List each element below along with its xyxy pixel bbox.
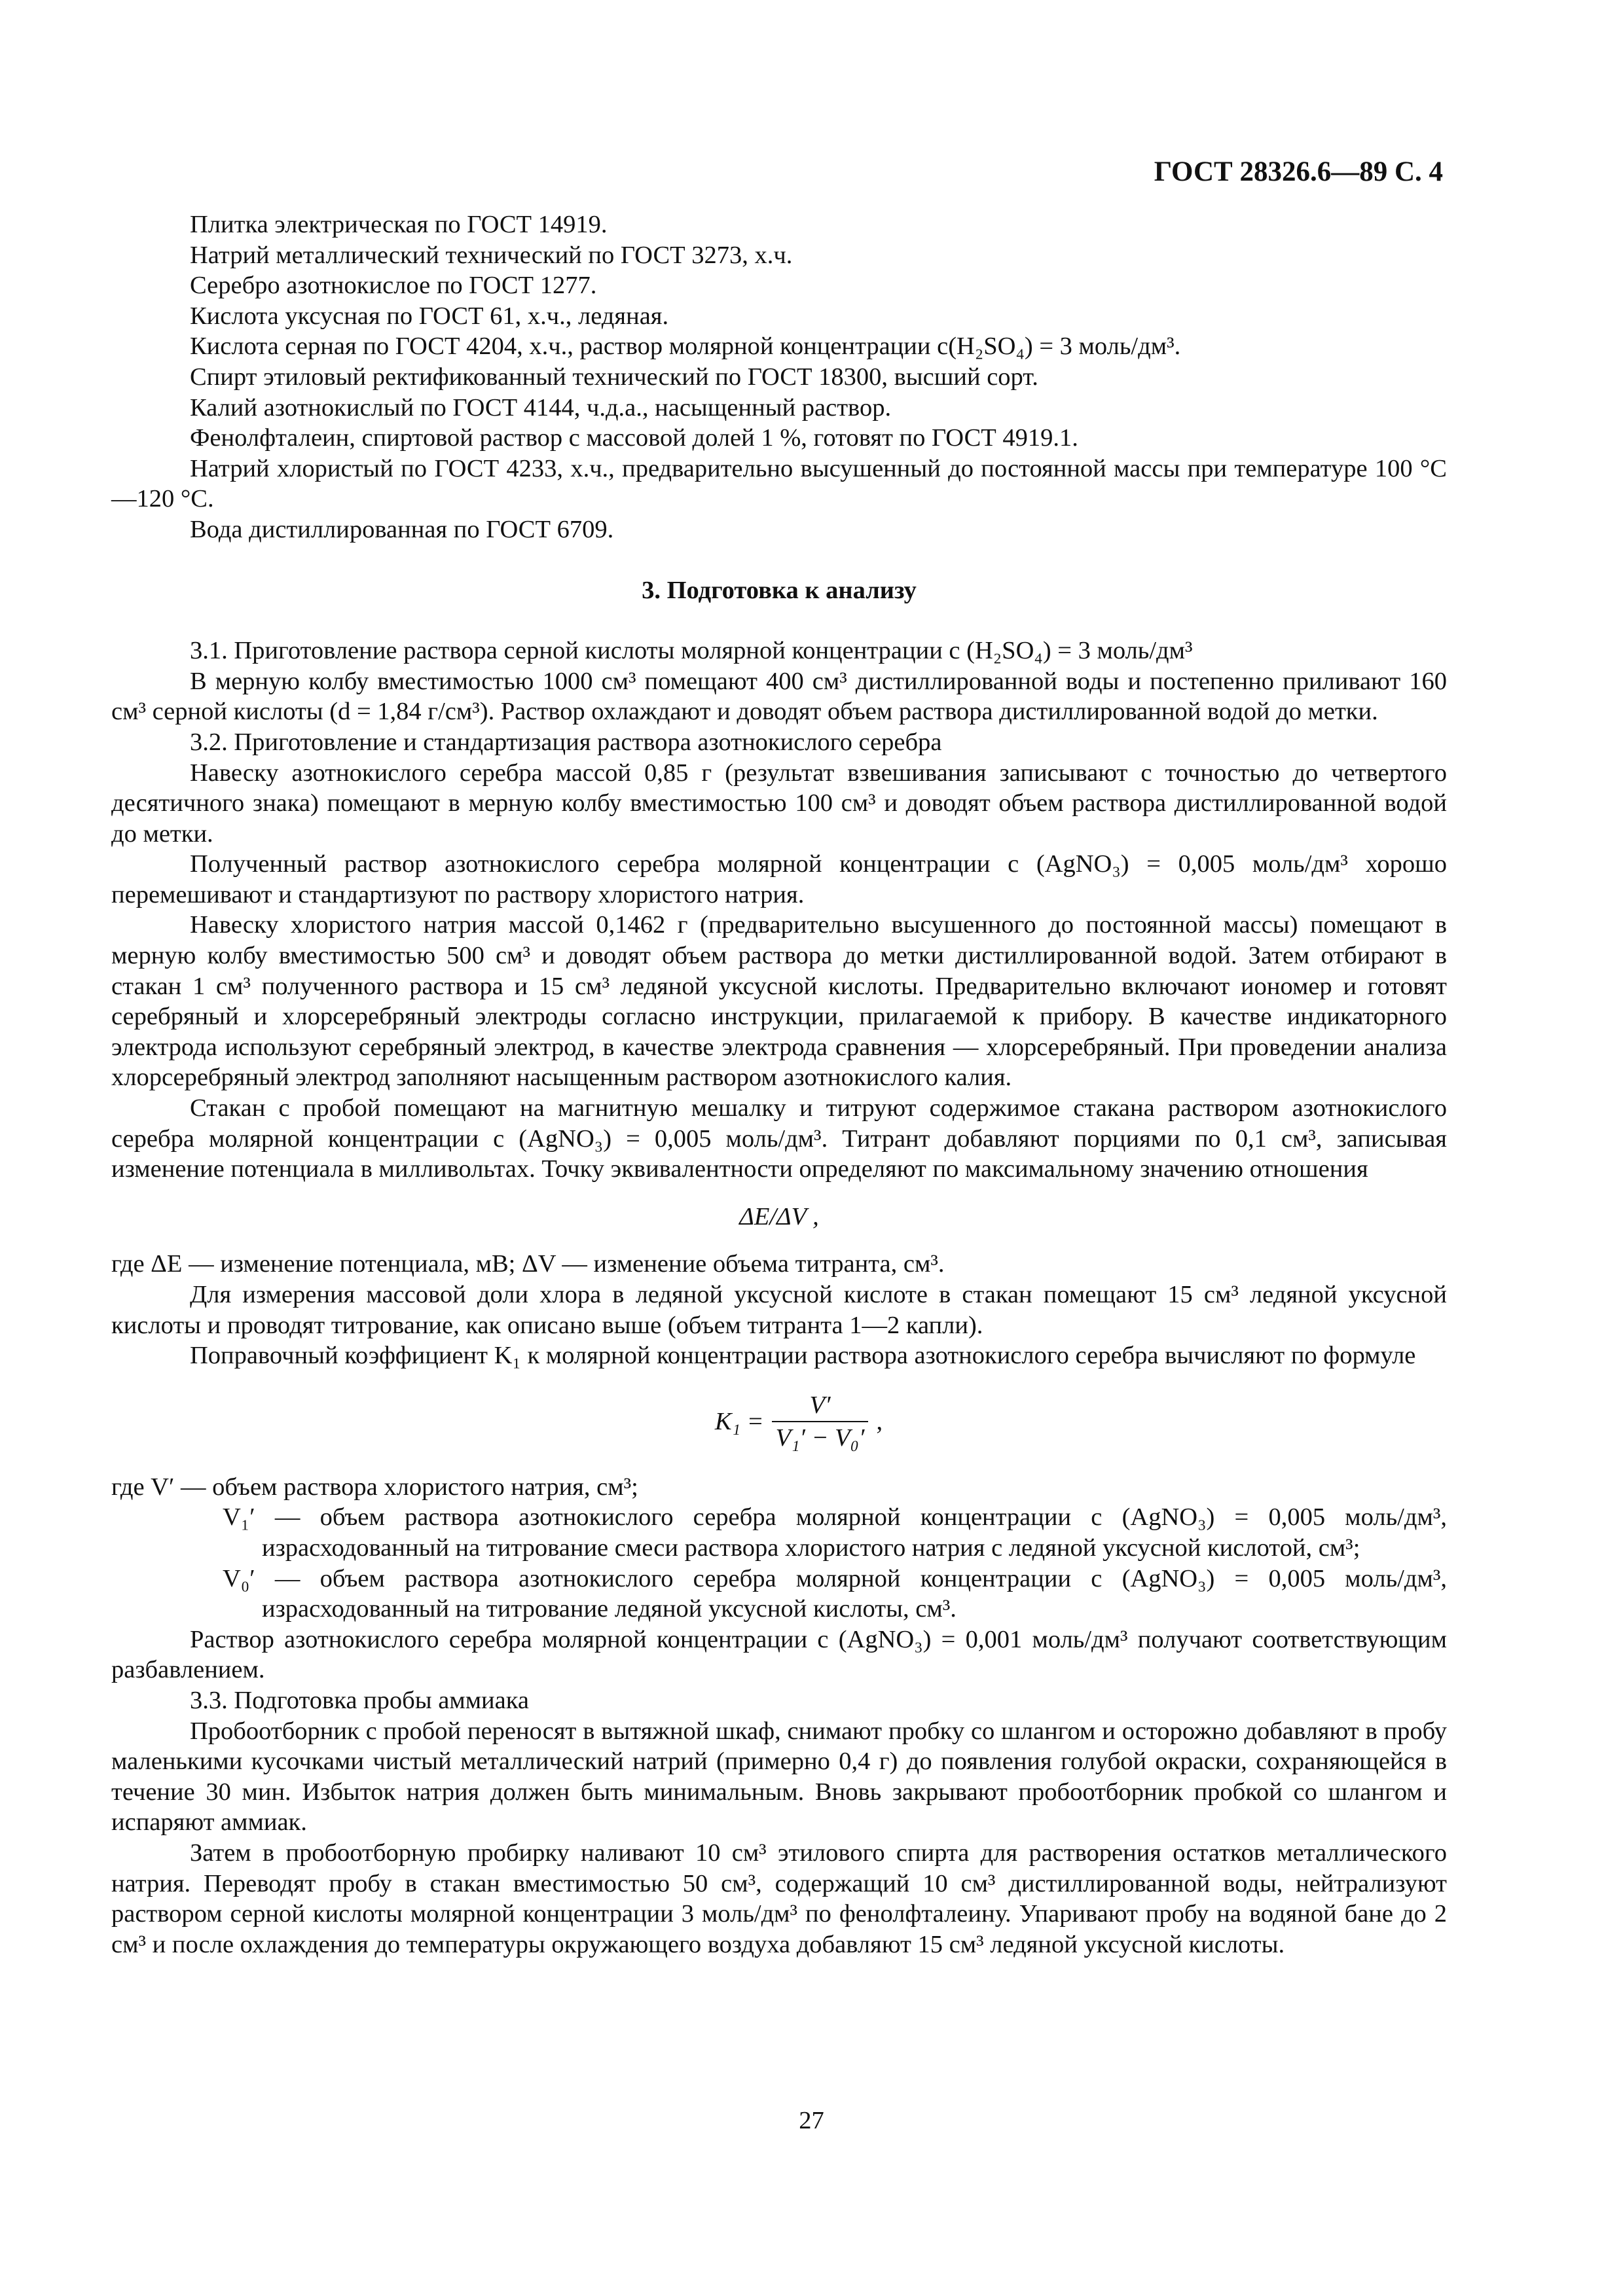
paragraph: В мерную колбу вместимостью 1000 см³ помещают 400 см³ дистиллированной воды и постепенно приливают 160 см³ серной кислоты (d = 1,84 г/см³). Раствор охлаждают и доводят объем раствора дистиллированной водой до метки. — [111, 667, 1447, 726]
paragraph: Полученный раствор азотнокислого серебра молярной концентрации c (AgNO₃) = 0,005 моль/дм³ хорошо перемешивают и стандартизуют по раствору хлористого натрия. — [111, 850, 1447, 908]
where-item: где V′ — объем раствора хлористого натрия, см³; — [111, 1473, 638, 1501]
page-number: 27 — [799, 2107, 824, 2134]
material-item: Натрий металлический технический по ГОСТ 3273, х.ч. — [190, 241, 793, 269]
where-item: V₁′ — объем раствора азотнокислого серебра молярной концентрации c (AgNO₃) = 0,005 моль/дм³, израсходованный на титрование смеси раствора хлористого натрия с ледяной уксусной кислотой, см³; — [223, 1503, 1447, 1562]
paragraph: Навеску азотнокислого серебра массой 0,85 г (результат взвешивания записывают с точностью до четвертого десятичного знака) помещают в мерную колбу вместимостью 100 см³ и доводят объем раствора дистиллированной водой до метки. — [111, 759, 1447, 848]
formula-k1 — [151, 1391, 1447, 1452]
material-item: Плитка электрическая по ГОСТ 14919. — [190, 211, 608, 238]
material-item: Натрий хлористый по ГОСТ 4233, х.ч., предварительно высушенный до постоянной массы при температуре 100 °С—120 °С. — [111, 454, 1447, 513]
paragraph: где ΔE — изменение потенциала, мВ; ΔV — изменение объема титранта, см³. — [111, 1250, 945, 1278]
section-title: 3. Подготовка к анализу — [642, 576, 917, 604]
paragraph: Раствор азотнокислого серебра молярной концентрации c (AgNO₃) = 0,001 моль/дм³ получают соответствующим разбавлением. — [111, 1625, 1447, 1684]
material-item: Кислота серная по ГОСТ 4204, х.ч., раствор молярной концентрации c(H₂SO₄) = 3 моль/дм³. — [190, 332, 1181, 361]
material-item: Фенолфталеин, спиртовой раствор с массовой долей 1 %, готовят по ГОСТ 4919.1. — [190, 424, 1078, 452]
formula-delta-ratio: ΔE/ΔV , — [739, 1202, 819, 1230]
paragraph: Навеску хлористого натрия массой 0,1462 г (предварительно высушенного до постоянной массы) помещают в мерную колбу вместимостью 500 см³ и доводят объем раствора до метки дистиллированной водой. Затем отбирают в стакан 1 см³ полученного раствора и 15 см³ ледяной уксусной кислоты. Предварительно включают иономер и готовят серебряный и хлорсеребряный электроды согласно инструкции, прилагаемой к прибору. В качестве индикаторного электрода используют серебряный электрод, в качестве электрода сравнения — хлорсеребряный. При проведении анализа хлорсеребряный электрод заполняют насыщенным раствором азотнокислого калия. — [111, 911, 1447, 1092]
formula-numerator: V′ — [809, 1391, 831, 1419]
formula-tail: , — [876, 1407, 883, 1435]
page-body — [111, 157, 1447, 1960]
paragraph: Пробоотборник с пробой переносят в вытяжной шкаф, снимают пробку со шлангом и осторожно добавляют в пробу маленькими кусочками чистый металлический натрий (примерно 0,4 г) до появления голубой окраски, сохраняющейся в течение 30 мин. Избыток натрия должен быть минимальным. Вновь закрывают пробоотборник пробкой со шлангом и испаряют аммиак. — [111, 1717, 1447, 1837]
formula-lhs: K₁ = — [714, 1407, 764, 1435]
material-item: Калий азотнокислый по ГОСТ 4144, ч.д.а., насыщенный раствор. — [190, 393, 892, 422]
paragraph: Для измерения массовой доли хлора в ледяной уксусной кислоте в стакан помещают 15 см³ ледяной уксусной кислоты и проводят титрование, как описано выше (объем титранта 1—2 капли). — [111, 1281, 1447, 1339]
document-header: ГОСТ 28326.6—89 С. 4 — [1154, 156, 1443, 187]
material-item: Вода дистиллированная по ГОСТ 6709. — [190, 515, 614, 543]
subsection-title-3-1: 3.1. Приготовление раствора серной кислоты молярной концентрации c (H₂SO₄) = 3 моль/дм³ — [190, 637, 1193, 665]
subsection-title-3-2: 3.2. Приготовление и стандартизация раствора азотнокислого серебра — [190, 728, 942, 756]
formula-denominator: V₁′ − V₀′ — [772, 1421, 869, 1452]
paragraph: Стакан с пробой помещают на магнитную мешалку и титруют содержимое стакана раствором азотнокислого серебра молярной концентрации c (AgNO₃) = 0,005 моль/дм³. Титрант добавляют порциями по 0,1 см³, записывая изменение потенциала в милливольтах. Точку эквивалентности определяют по максимальному значению отношения — [111, 1094, 1447, 1183]
paragraph: Затем в пробоотборную пробирку наливают 10 см³ этилового спирта для растворения остатков металлического натрия. Переводят пробу в стакан вместимостью 50 см³, содержащий 10 см³ дистиллированной воды, нейтрализуют раствором серной кислоты молярной концентрации 3 моль/дм³ по фенолфталеину. Упаривают пробу на водяной бане до 2 см³ и после охлаждения до температуры окружающего воздуха добавляют 15 см³ ледяной уксусной кислоты. — [111, 1839, 1447, 1958]
subsection-title-3-3: 3.3. Подготовка пробы аммиака — [190, 1686, 529, 1714]
formula-fraction — [772, 1391, 869, 1452]
material-item: Серебро азотнокислое по ГОСТ 1277. — [190, 272, 597, 300]
material-item: Спирт этиловый ректификованный технический по ГОСТ 18300, высший сорт. — [190, 363, 1038, 391]
where-item: V₀′ — объем раствора азотнокислого серебра молярной концентрации c (AgNO₃) = 0,005 моль/дм³, израсходованный на титрование ледяной уксусной кислоты, см³. — [223, 1564, 1447, 1623]
paragraph: Поправочный коэффициент K₁ к молярной концентрации раствора азотнокислого серебра вычисляют по формуле — [190, 1342, 1416, 1370]
material-item: Кислота уксусная по ГОСТ 61, х.ч., ледяная. — [190, 302, 669, 330]
